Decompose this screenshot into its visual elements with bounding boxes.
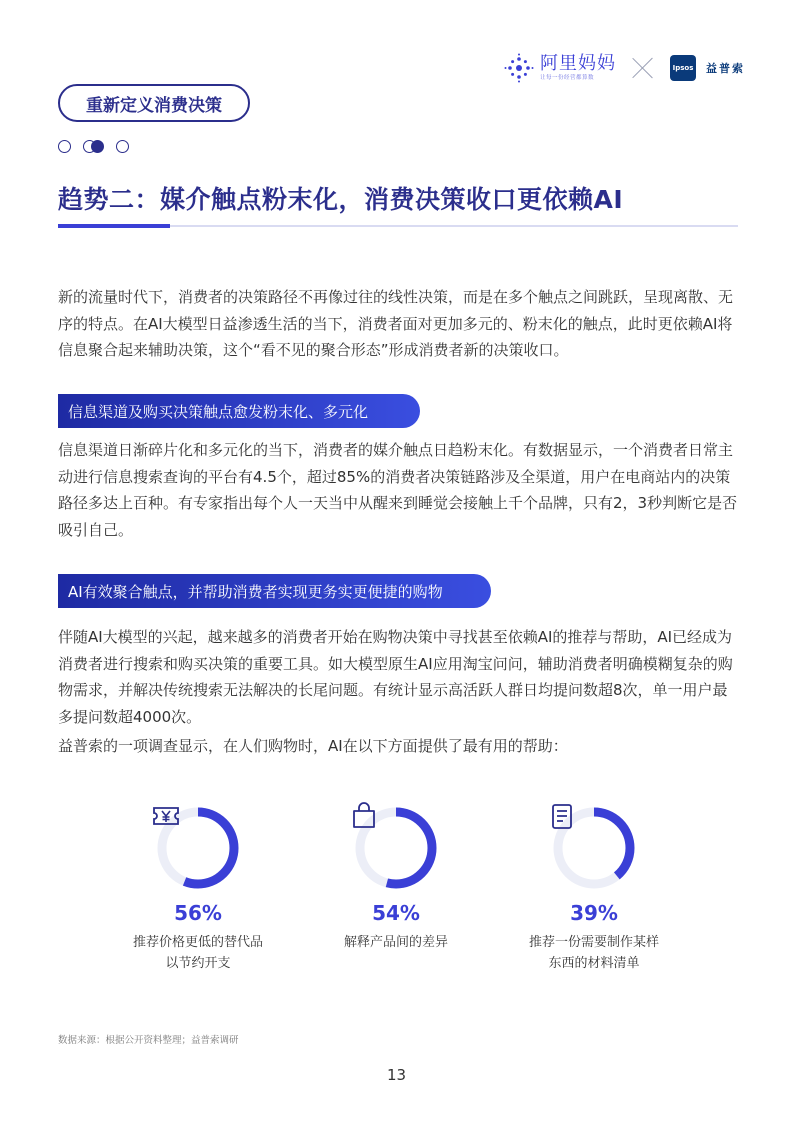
donut-ring	[546, 800, 642, 896]
section-label: 重新定义消费决策	[58, 84, 250, 122]
stat-label	[133, 932, 263, 974]
title-divider-accent	[58, 224, 170, 228]
stat-label	[529, 932, 659, 974]
progress-dot	[58, 140, 71, 153]
collaboration-cross-icon	[632, 57, 654, 79]
stat-value: 39%	[570, 901, 618, 925]
stat-item	[83, 800, 313, 974]
stat-label-line: 解释产品间的差异	[343, 935, 448, 950]
yuan-ticket-icon	[150, 800, 182, 832]
header-logos	[504, 50, 745, 86]
alimama-sparkle-icon	[504, 53, 534, 83]
intro-paragraph: 新的流量时代下，消费者的决策路径不再像过往的线性决策，而是在多个触点之间跳跃，呈现离散、无序的特点。在AI大模型日益渗透生活的当下，消费者面对更加多元的、粉末化的触点，此时更依赖AI将信息聚合起来辅助决策，这个“看不见的聚合形态”形成消费者新的决策收口。	[58, 288, 734, 359]
shopping-bag-icon	[348, 800, 380, 832]
data-source-note: 数据来源：根据公开资料整理；益普索调研	[58, 1035, 239, 1046]
stat-item	[479, 800, 709, 974]
stat-label-line: 以节约开支	[165, 956, 231, 971]
progress-dot	[116, 140, 129, 153]
progress-dot-active	[91, 140, 104, 153]
stat-value: 56%	[174, 901, 222, 925]
page-title: 趋势二：媒介触点粉末化，消费决策收口更依赖AI	[58, 185, 624, 214]
survey-intro: 益普索的一项调查显示，在人们购物时，AI在以下方面提供了最有用的帮助：	[58, 737, 568, 755]
alimama-name: 阿里妈妈	[540, 52, 616, 74]
subsection-body-1: 信息渠道日渐碎片化和多元化的当下，消费者的媒介触点日趋粉末化。有数据显示，一个消费者日常主动进行信息搜索查询的平台有4.5个，超过85%的消费者决策链路涉及全渠道，用户在电商站内的决策路径多达上百种。有专家指出每个人一天当中从醒来到睡觉会接触上千个品牌，只有2，3秒判断它是否吸引自己。	[58, 441, 738, 539]
stat-label-line: 推荐价格更低的替代品	[132, 935, 263, 950]
subsection-heading-2: AI有效聚合触点，并帮助消费者实现更务实更便捷的购物	[58, 574, 491, 608]
subsection-body-2: 伴随AI大模型的兴起，越来越多的消费者开始在购物决策中寻找甚至依赖AI的推荐与帮助，AI已经成为消费者进行搜索和购买决策的重要工具。如大模型原生AI应用淘宝问问，辅助消费者明确模糊复杂的购物需求，并解决传统搜索无法解决的长尾问题。有统计显示高活跃人群日均提问数超8次，单一用户最多提问数超4000次。	[58, 628, 733, 726]
survey-stats	[58, 800, 738, 1000]
document-list-icon	[546, 800, 578, 832]
section-progress-dots	[58, 140, 138, 154]
donut-ring	[150, 800, 246, 896]
stat-item	[281, 800, 511, 953]
stat-label-line: 东西的材料清单	[548, 956, 640, 971]
donut-ring	[348, 800, 444, 896]
ipsos-name: 益普索	[706, 62, 745, 75]
stat-label-line: 推荐一份需要制作某样	[528, 935, 659, 950]
alimama-logo	[504, 53, 616, 83]
page-number: 13	[386, 1066, 407, 1084]
stat-value: 54%	[372, 901, 420, 925]
stat-label	[344, 932, 448, 953]
ipsos-logo: Ipsos	[670, 55, 696, 81]
alimama-slogan: 让每一份经营都算数	[540, 74, 595, 81]
subsection-heading-1: 信息渠道及购买决策触点愈发粉末化、多元化	[58, 394, 420, 428]
